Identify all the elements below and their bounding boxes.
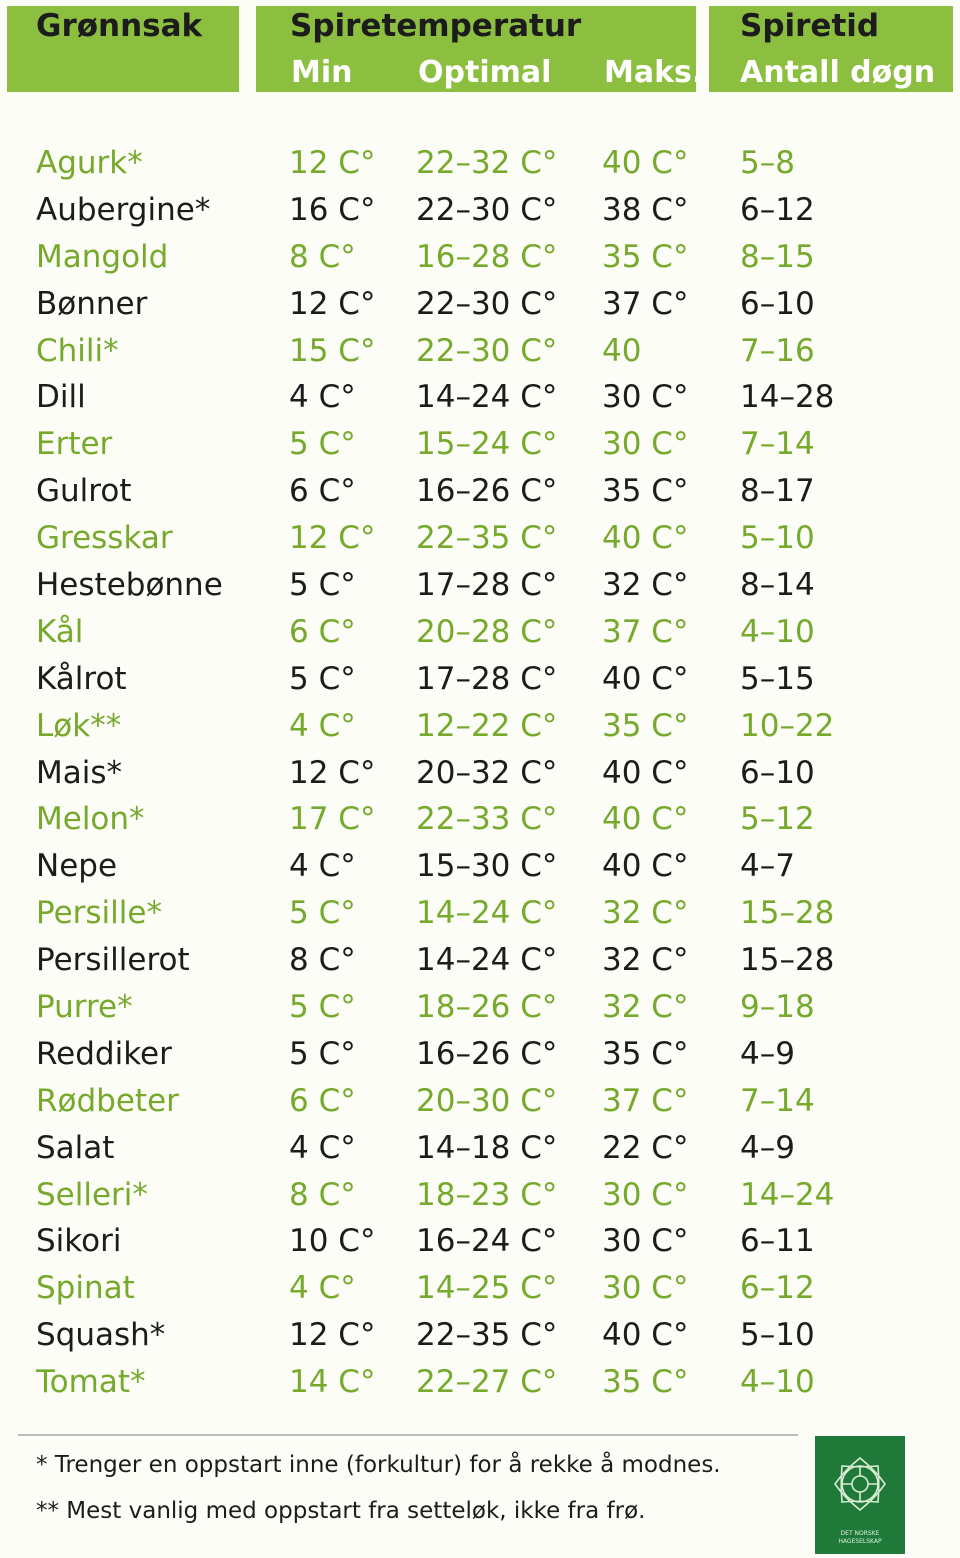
optimal-temperature: 14–24 C°: [416, 895, 558, 932]
vegetable-name: Tomat*: [36, 1364, 146, 1401]
min-temperature: 6 C°: [289, 1082, 356, 1119]
header-temperature-title: Spiretemperatur: [290, 8, 582, 44]
vegetable-name: Hestebønne: [36, 567, 223, 604]
vegetable-name: Erter: [36, 426, 113, 463]
germination-days: 15–28: [740, 942, 835, 979]
optimal-temperature: 14–24 C°: [416, 379, 558, 416]
germination-days: 7–14: [740, 426, 815, 463]
vegetable-name: Purre*: [36, 989, 133, 1026]
germination-days: 9–18: [740, 989, 815, 1026]
max-temperature: 30 C°: [602, 379, 689, 416]
optimal-temperature: 16–26 C°: [416, 1035, 558, 1072]
table-row: [0, 1312, 960, 1359]
max-temperature: 35 C°: [602, 473, 689, 510]
vegetable-name: Rødbeter: [36, 1082, 179, 1119]
max-temperature: 35 C°: [602, 1035, 689, 1072]
min-temperature: 5 C°: [289, 660, 356, 697]
optimal-temperature: 16–28 C°: [416, 238, 558, 275]
germination-days: 4–7: [740, 848, 795, 885]
table-row: [0, 1078, 960, 1125]
germination-days: 5–8: [740, 145, 795, 181]
table-row: [0, 703, 960, 750]
max-temperature: 40 C°: [602, 801, 689, 838]
vegetable-name: Squash*: [36, 1317, 166, 1354]
table-row: [0, 1031, 960, 1078]
max-temperature: 40 C°: [602, 848, 689, 885]
optimal-temperature: 17–28 C°: [416, 567, 558, 604]
max-temperature: 37 C°: [602, 1082, 689, 1119]
table-row: [0, 562, 960, 609]
table-row: [0, 1218, 960, 1265]
germination-days: 5–10: [740, 1317, 815, 1354]
table-row: [0, 656, 960, 703]
table-row: [0, 890, 960, 937]
max-temperature: 32 C°: [602, 567, 689, 604]
vegetable-name: Spinat: [36, 1270, 135, 1307]
max-temperature: 40 C°: [602, 520, 689, 557]
min-temperature: 4 C°: [289, 1129, 356, 1166]
header-temperature-cell: [256, 6, 704, 92]
min-temperature: 10 C°: [289, 1223, 376, 1260]
optimal-temperature: 22–30 C°: [416, 332, 558, 369]
table-row: [0, 281, 960, 328]
germination-days: 4–9: [740, 1129, 795, 1166]
germination-days: 8–14: [740, 567, 815, 604]
header-max: Maks.: [604, 55, 704, 90]
table-row: [0, 750, 960, 797]
footer-divider: [18, 1434, 798, 1436]
header-germination-title: Spiretid: [740, 8, 880, 44]
header-days: Antall døgn: [740, 55, 936, 90]
germination-days: 6–12: [740, 1270, 815, 1307]
header-min: Min: [291, 55, 353, 90]
table-row: [0, 843, 960, 890]
optimal-temperature: 22–35 C°: [416, 520, 558, 557]
max-temperature: 32 C°: [602, 942, 689, 979]
optimal-temperature: 14–24 C°: [416, 942, 558, 979]
germination-days: 7–16: [740, 332, 815, 369]
vegetable-name: Reddiker: [36, 1035, 172, 1072]
vegetable-name: Kål: [36, 613, 84, 650]
germination-days: 8–17: [740, 473, 815, 510]
vegetable-name: Salat: [36, 1129, 115, 1166]
vegetable-name: Gresskar: [36, 520, 173, 557]
max-temperature: 40 C°: [602, 660, 689, 697]
max-temperature: 30 C°: [602, 1270, 689, 1307]
table-row: [0, 1172, 960, 1219]
vegetable-name: Agurk*: [36, 145, 143, 181]
min-temperature: 4 C°: [289, 707, 356, 744]
table-row: [0, 515, 960, 562]
min-temperature: 6 C°: [289, 613, 356, 650]
min-temperature: 14 C°: [289, 1364, 376, 1401]
max-temperature: 37 C°: [602, 285, 689, 322]
table-row: [0, 468, 960, 515]
min-temperature: 17 C°: [289, 801, 376, 838]
table-row: [0, 421, 960, 468]
germination-days: 10–22: [740, 707, 835, 744]
min-temperature: 8 C°: [289, 942, 356, 979]
min-temperature: 4 C°: [289, 379, 356, 416]
optimal-temperature: 14–18 C°: [416, 1129, 558, 1166]
optimal-temperature: 17–28 C°: [416, 660, 558, 697]
header-vegetable-cell: [7, 6, 239, 92]
optimal-temperature: 22–35 C°: [416, 1317, 558, 1354]
optimal-temperature: 22–30 C°: [416, 285, 558, 322]
germination-days: 5–12: [740, 801, 815, 838]
optimal-temperature: 12–22 C°: [416, 707, 558, 744]
society-logo: [815, 1436, 905, 1554]
vegetable-name: Kålrot: [36, 660, 127, 697]
vegetable-name: Dill: [36, 379, 86, 416]
vegetable-name: Gulrot: [36, 473, 132, 510]
table-row: [0, 1359, 960, 1406]
optimal-temperature: 22–32 C°: [416, 145, 558, 181]
germination-days: 6–10: [740, 754, 815, 791]
min-temperature: 16 C°: [289, 191, 376, 228]
min-temperature: 5 C°: [289, 895, 356, 932]
optimal-temperature: 22–30 C°: [416, 191, 558, 228]
germination-days: 5–10: [740, 520, 815, 557]
footnote-double-asterisk: ** Mest vanlig med oppstart fra setteløk, ikke fra frø.: [36, 1498, 646, 1524]
optimal-temperature: 15–30 C°: [416, 848, 558, 885]
min-temperature: 5 C°: [289, 567, 356, 604]
germination-days: 7–14: [740, 1082, 815, 1119]
min-temperature: 12 C°: [289, 145, 376, 181]
vegetable-name: Nepe: [36, 848, 118, 885]
table-row: [0, 1265, 960, 1312]
min-temperature: 12 C°: [289, 754, 376, 791]
logo-line-1: DET NORSKE: [840, 1530, 880, 1537]
table-row: [0, 1125, 960, 1172]
max-temperature: 35 C°: [602, 1364, 689, 1401]
table-row: [0, 328, 960, 375]
table-row: [0, 984, 960, 1031]
header-germination-cell: [709, 6, 953, 92]
germination-days: 5–15: [740, 660, 815, 697]
table-row: [0, 140, 960, 187]
min-temperature: 12 C°: [289, 1317, 376, 1354]
germination-days: 15–28: [740, 895, 835, 932]
vegetable-name: Mais*: [36, 754, 123, 791]
table-row: [0, 187, 960, 234]
optimal-temperature: 22–27 C°: [416, 1364, 558, 1401]
optimal-temperature: 15–24 C°: [416, 426, 558, 463]
max-temperature: 38 C°: [602, 191, 689, 228]
optimal-temperature: 16–24 C°: [416, 1223, 558, 1260]
header-optimal: Optimal: [418, 55, 552, 90]
table-row: [0, 796, 960, 843]
max-temperature: 35 C°: [602, 238, 689, 275]
vegetable-name: Persille*: [36, 895, 162, 932]
min-temperature: 12 C°: [289, 285, 376, 322]
min-temperature: 5 C°: [289, 426, 356, 463]
max-temperature: 40 C°: [602, 145, 689, 181]
min-temperature: 8 C°: [289, 238, 356, 275]
optimal-temperature: 20–28 C°: [416, 613, 558, 650]
germination-days: 6–12: [740, 191, 815, 228]
vegetable-name: Sikori: [36, 1223, 122, 1260]
logo-line-2: HAGESELSKAP: [838, 1538, 882, 1545]
vegetable-name: Bønner: [36, 285, 148, 322]
max-temperature: 40 C°: [602, 1317, 689, 1354]
min-temperature: 4 C°: [289, 848, 356, 885]
table-row: [0, 609, 960, 656]
vegetable-name: Chili*: [36, 332, 119, 369]
footnote-single-asterisk: * Trenger en oppstart inne (forkultur) for å rekke å modnes.: [36, 1452, 721, 1478]
max-temperature: 32 C°: [602, 895, 689, 932]
germination-days: 14–24: [740, 1176, 835, 1213]
vegetable-name: Aubergine*: [36, 191, 211, 228]
max-temperature: 40 C°: [602, 754, 689, 791]
min-temperature: 4 C°: [289, 1270, 356, 1307]
optimal-temperature: 16–26 C°: [416, 473, 558, 510]
germination-table: [0, 140, 960, 1406]
vegetable-name: Melon*: [36, 801, 145, 838]
optimal-temperature: 20–30 C°: [416, 1082, 558, 1119]
min-temperature: 5 C°: [289, 1035, 356, 1072]
max-temperature: 30 C°: [602, 1223, 689, 1260]
germination-days: 6–11: [740, 1223, 815, 1260]
optimal-temperature: 18–26 C°: [416, 989, 558, 1026]
table-row: [0, 937, 960, 984]
min-temperature: 5 C°: [289, 989, 356, 1026]
table-row: [0, 374, 960, 421]
max-temperature: 30 C°: [602, 426, 689, 463]
optimal-temperature: 20–32 C°: [416, 754, 558, 791]
optimal-temperature: 22–33 C°: [416, 801, 558, 838]
germination-days: 14–28: [740, 379, 835, 416]
min-temperature: 12 C°: [289, 520, 376, 557]
germination-days: 4–10: [740, 613, 815, 650]
table-row: [0, 234, 960, 281]
max-temperature: 30 C°: [602, 1176, 689, 1213]
header-vegetable-title: Grønnsak: [36, 8, 203, 44]
max-temperature: 22 C°: [602, 1129, 689, 1166]
vegetable-name: Selleri*: [36, 1176, 148, 1213]
germination-days: 4–10: [740, 1364, 815, 1401]
vegetable-name: Løk**: [36, 707, 122, 744]
optimal-temperature: 18–23 C°: [416, 1176, 558, 1213]
vegetable-name: Persillerot: [36, 942, 190, 979]
max-temperature: 37 C°: [602, 613, 689, 650]
germination-days: 6–10: [740, 285, 815, 322]
germination-days: 4–9: [740, 1035, 795, 1072]
max-temperature: 32 C°: [602, 989, 689, 1026]
vegetable-name: Mangold: [36, 238, 169, 275]
germination-days: 8–15: [740, 238, 815, 275]
min-temperature: 8 C°: [289, 1176, 356, 1213]
min-temperature: 6 C°: [289, 473, 356, 510]
max-temperature: 35 C°: [602, 707, 689, 744]
min-temperature: 15 C°: [289, 332, 376, 369]
max-temperature: 40: [602, 332, 642, 369]
optimal-temperature: 14–25 C°: [416, 1270, 558, 1307]
